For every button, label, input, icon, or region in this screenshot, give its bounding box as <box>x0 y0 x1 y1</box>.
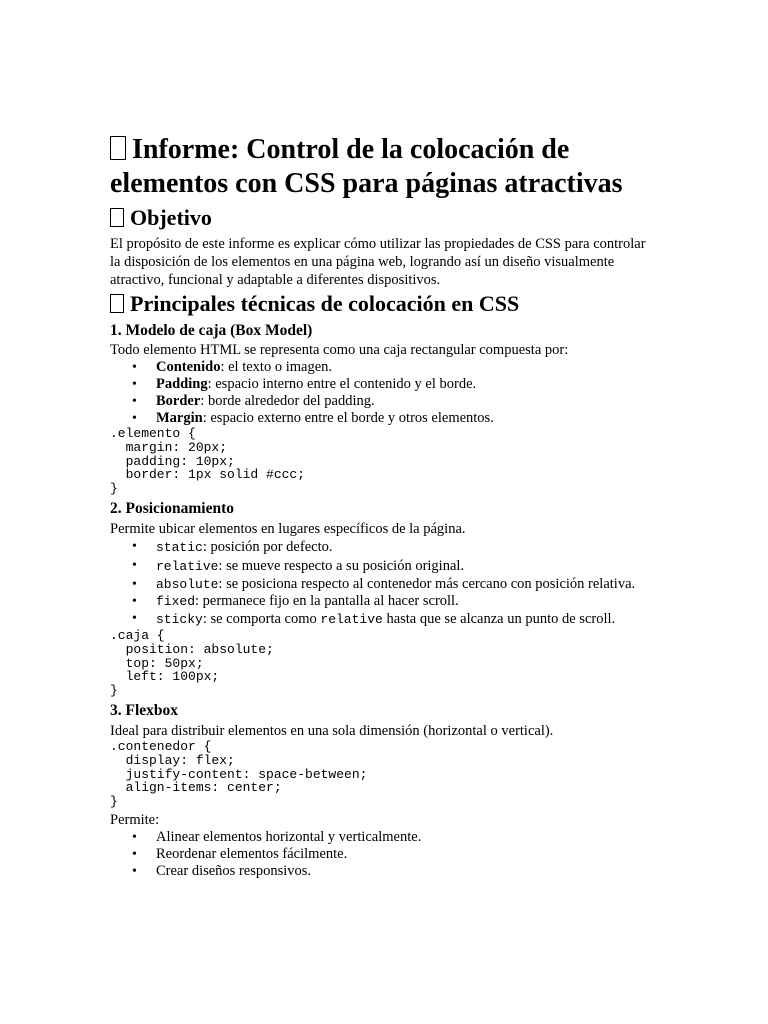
bullet-icon: • <box>132 394 137 409</box>
list-item: • sticky: se comporta como relative hasta que se alcanza un punto de scroll. <box>132 610 616 627</box>
bullet-icon: • <box>132 863 137 879</box>
box-model-heading: 1. Modelo de caja (Box Model) <box>110 322 313 339</box>
bullet-icon: • <box>132 610 137 626</box>
list-item: • fixed: permanece fijo en la pantalla al hacer scroll. <box>132 592 459 609</box>
document-content <box>110 133 650 880</box>
posicionamiento-code: .caja { position: absolute; top: 50px; left: 100px; } <box>110 627 274 699</box>
flexbox-list <box>110 829 650 880</box>
list-item: • absolute: se posiciona respecto al contenedor más cercano con posición relativa. <box>132 575 636 592</box>
bullet-icon: • <box>132 593 137 609</box>
list-item: • Crear diseños responsivos. <box>132 862 312 879</box>
flexbox-heading: 3. Flexbox <box>110 701 179 719</box>
list-item: • Contenido: el texto o imagen. <box>132 359 333 375</box>
list-item: • Alinear elementos horizontal y verticalmente. <box>132 828 422 845</box>
list-item: • static: posición por defecto. <box>132 538 333 555</box>
missing-glyph-icon <box>110 136 126 160</box>
flexbox-permite-label: Permite: <box>110 811 160 828</box>
posicionamiento-intro: Permite ubicar elementos en lugares específicos de la página. <box>110 520 466 537</box>
bullet-icon: • <box>132 829 137 845</box>
objetivo-text: El propósito de este informe es explicar cómo utilizar las propiedades de CSS para controlar la disposición de los elementos en una página web, logrando así un diseño visualmente atractivo, funcional y adaptable a diferentes dispositivos. <box>110 236 646 288</box>
box-model-code: .elemento { margin: 20px; padding: 10px; border: 1px solid #ccc; } <box>110 426 306 497</box>
bullet-icon: • <box>132 576 137 592</box>
bullet-icon: • <box>132 377 137 392</box>
flexbox-intro: Ideal para distribuir elementos en una sola dimensión (horizontal o vertical). <box>110 722 554 739</box>
list-item: • Border: borde alrededor del padding. <box>132 393 375 409</box>
bullet-icon: • <box>132 557 137 573</box>
objetivo-heading: Objetivo <box>110 205 650 231</box>
list-item: • relative: se mueve respecto a su posición original. <box>132 557 465 574</box>
box-model-list <box>110 359 650 427</box>
tecnicas-heading: Principales técnicas de colocación en CSS <box>110 291 650 317</box>
box-model-intro: Todo elemento HTML se representa como una caja rectangular compuesta por: <box>110 342 569 358</box>
bullet-icon: • <box>132 538 137 554</box>
list-item: • Margin: espacio externo entre el borde y otros elementos. <box>132 410 494 426</box>
bullet-icon: • <box>132 360 137 375</box>
missing-glyph-icon <box>110 294 124 313</box>
list-item: • Reordenar elementos fácilmente. <box>132 845 348 862</box>
flexbox-code: .contenedor { display: flex; justify-content: space-between; align-items: center; } <box>110 738 368 810</box>
bullet-icon: • <box>132 411 137 426</box>
posicionamiento-list <box>110 538 650 629</box>
list-item: • Padding: espacio interno entre el contenido y el borde. <box>132 376 477 392</box>
missing-glyph-icon <box>110 208 124 227</box>
posicionamiento-heading: 2. Posicionamiento <box>110 499 234 517</box>
report-title: Informe: Control de la colocación de elementos con CSS para páginas atractivas <box>110 134 623 199</box>
bullet-icon: • <box>132 846 137 862</box>
